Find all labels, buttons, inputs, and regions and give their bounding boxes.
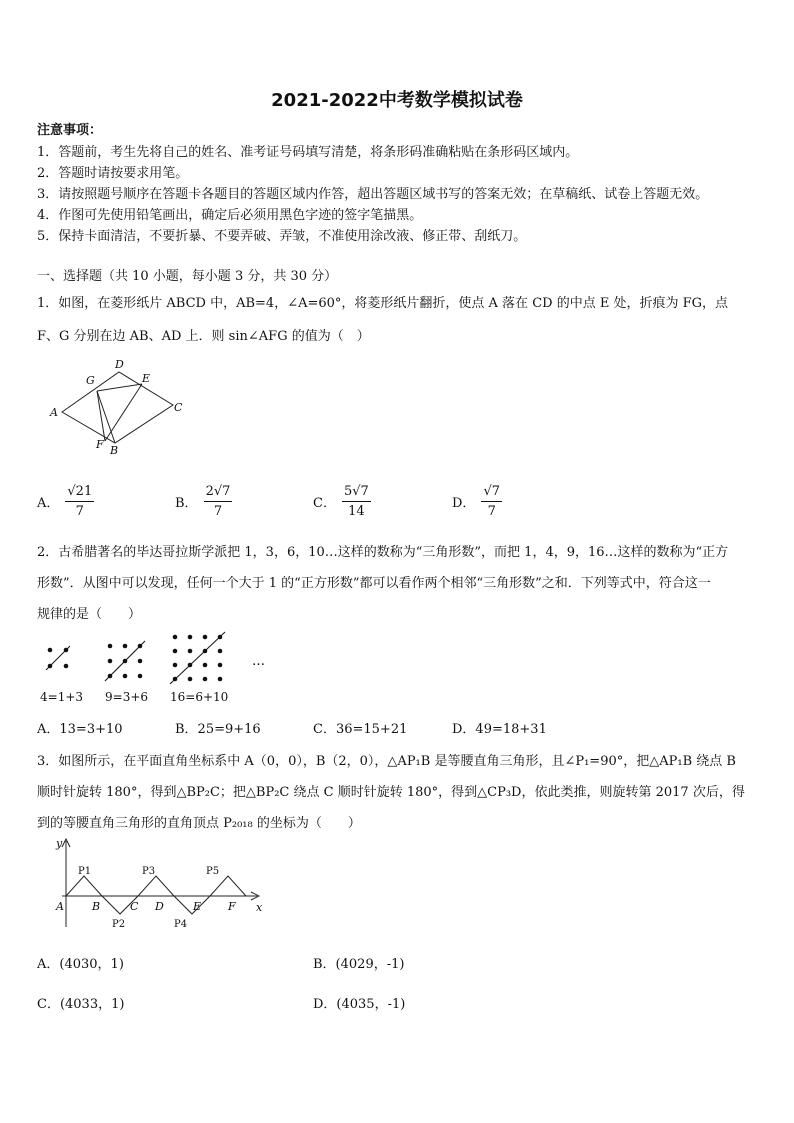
axis-label-x: x [256,901,263,914]
point-label: P2 [112,919,126,930]
q1-option-b[interactable]: B． $\frac{2√7}{7}$ [175,484,231,519]
q1-option-d[interactable]: D． $\frac{√7}{7}$ [452,484,500,519]
point-label: C [130,900,139,913]
section-heading: 一、选择题（共 10 小题，每小题 3 分，共 30 分） [37,269,338,284]
q2-caption: 16=6+10 [170,690,229,704]
label-d: D [115,358,124,371]
point-label: P5 [206,866,220,877]
q2-option-c[interactable]: C．36=15+21 [313,722,408,737]
label-g: G [86,374,95,387]
q3-option-a[interactable]: A．(4030，1) [37,957,124,972]
q1-option-c[interactable]: C． $\frac{5√7}{14}$ [313,484,369,519]
point-label: P4 [174,919,188,930]
q3-coordinate-figure [52,835,267,935]
label-c: C [174,401,183,414]
q2-caption: 4=1+3 [40,690,84,704]
point-label: E [193,900,202,913]
q2-text-line2: 形数”．从图中可以发现，任何一个大于 1 的“正方形数”都可以看作两个相邻“三角形数”之和．下列等式中，符合这一 [37,576,711,591]
q1-option-a[interactable]: A． $\frac{√21}{7}$ [37,484,93,519]
notice-heading: 注意事项： [37,123,103,138]
q2-text-line3: 规律的是（ ） [37,607,142,622]
notice-item: 4．作图可先使用铅笔画出，确定后必须用黑色字迹的签字笔描黑。 [37,208,423,223]
q2-option-a[interactable]: A．13=3+10 [37,722,123,737]
axis-label-y: y [56,837,63,850]
q1-text-line2: F、G 分别在边 AB、AD 上．则 sin∠AFG 的值为（ ） [37,329,370,344]
label-a: A [50,406,58,419]
label-b: B [110,444,119,457]
q3-option-d[interactable]: D．(4035，-1) [313,997,406,1012]
q3-option-b[interactable]: B．(4029，-1) [313,957,405,972]
q3-option-c[interactable]: C．(4033，1) [37,997,125,1012]
q2-text-line1: 2．古希腊著名的毕达哥拉斯学派把 1，3，6，10…这样的数称为“三角形数”，而把 1，4，9，16…这样的数称为“正方 [37,545,729,560]
notice-item: 3．请按照题号顺序在答题卡各题目的答题区域内作答，超出答题区域书写的答案无效；在草稿纸、试卷上答题无效。 [37,187,709,202]
point-label: B [92,900,101,913]
q1-text-line1: 1．如图，在菱形纸片 ABCD 中，AB=4，∠A=60°，将菱形纸片翻折，使点 A 落在 CD 的中点 E 处，折痕为 FG，点 [37,296,728,311]
point-label: D [155,900,164,913]
q2-ellipsis: … [252,654,265,669]
q3-text-line3: 到的等腰直角三角形的直角顶点 P₂₀₁₈ 的坐标为（ ） [37,816,361,831]
point-label: A [56,900,64,913]
q2-option-d[interactable]: D．49=18+31 [452,722,547,737]
point-label: F [228,900,236,913]
notice-item: 5．保持卡面清洁，不要折暴、不要弄破、弄皱，不准使用涂改液、修正带、刮纸刀。 [37,229,527,244]
label-f: F [96,438,104,451]
q1-rhombus-figure [45,355,205,460]
point-label: P1 [78,866,92,877]
point-label: P3 [142,866,156,877]
label-e: E [142,372,151,385]
q2-option-b[interactable]: B．25=9+16 [175,722,261,737]
q3-text-line2: 顺时针旋转 180°，得到△BP₂C；把△BP₂C 绕点 C 顺时针旋转 180°，得到△CP₃D，依此类推，则旋转第 2017 次后，得 [37,785,745,800]
notice-item: 2．答题时请按要求用笔。 [37,166,189,181]
notice-item: 1．答题前，考生先将自己的姓名、准考证号码填写清楚，将条形码准确粘贴在条形码区域内。 [37,145,579,160]
q3-text-line1: 3．如图所示，在平面直角坐标系中 A（0，0），B（2，0），△AP₁B 是等腰直角三角形，且∠P₁=90°，把△AP₁B 绕点 B [37,754,736,769]
q2-dot-figure [40,630,280,692]
q2-caption: 9=3+6 [105,690,149,704]
page-title: 2021-2022中考数学模拟试卷 [271,90,523,111]
